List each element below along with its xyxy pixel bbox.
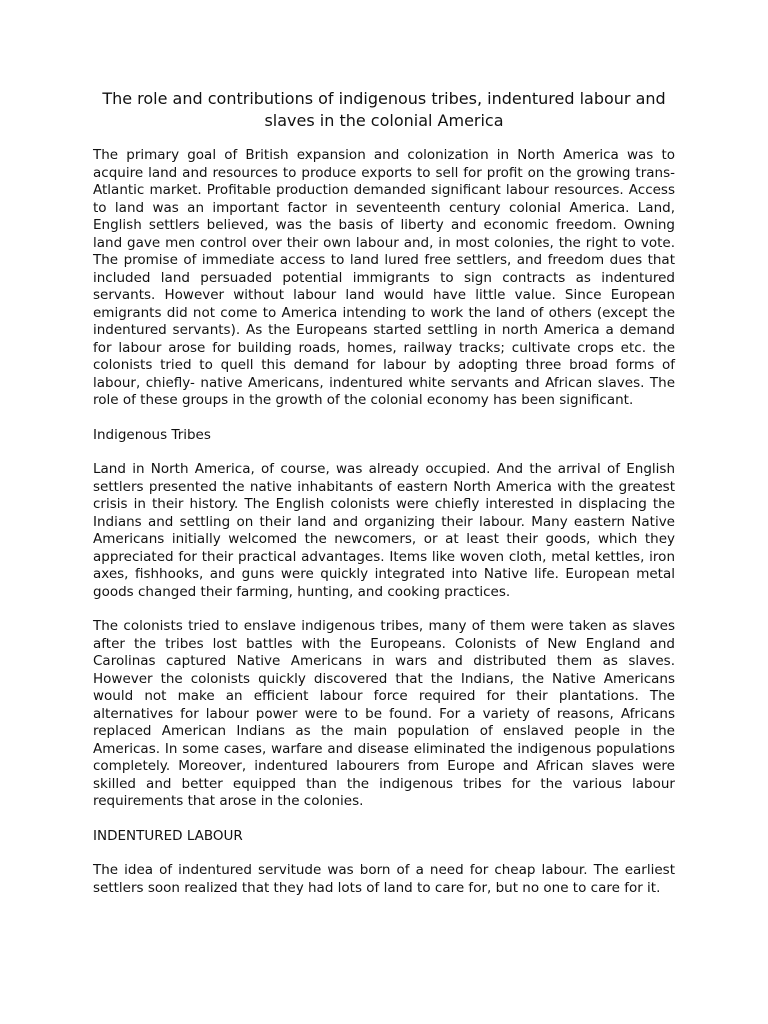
document-page xyxy=(93,88,675,914)
section-heading-indigenous-tribes: Indigenous Tribes xyxy=(93,426,211,443)
indigenous-paragraph-1: Land in North America, of course, was already occupied. And the arrival of English settlers presented the native inhabitants of eastern North America with the greatest crisis in their history. The English colonists were chiefly interested in displacing the Indians and settling on their land and organizing their labour. Many eastern Native Americans initially welcomed the newcomers, or at least their goods, which they appreciated for their practical advantages. Items like woven cloth, metal kettles, iron axes, fishhooks, and guns were quickly integrated into Native life. European metal goods changed their farming, hunting, and cooking practices. xyxy=(93,461,675,600)
document-title: The role and contributions of indigenous tribes, indentured labour and slaves in the colonial America xyxy=(102,89,666,130)
indigenous-paragraph-2: The colonists tried to enslave indigenous tribes, many of them were taken as slaves after the tribes lost battles with the Europeans. Colonists of New England and Carolinas captured Native Americans in wars and distributed them as slaves. However the colonists quickly discovered that the Indians, the Native Americans would not make an efficient labour force required for their plantations. The alternatives for labour power were to be found. For a variety of reasons, Africans replaced American Indians as the main population of enslaved people in the Americas. In some cases, warfare and disease eliminated the indigenous populations completely. Moreover, indentured labourers from Europe and African slaves were skilled and better equipped than the indigenous tribes for the various labour requirements that arose in the colonies. xyxy=(93,618,675,809)
indentured-paragraph-1: The idea of indentured servitude was born of a need for cheap labour. The earliest settlers soon realized that they had lots of land to care for, but no one to care for it. xyxy=(93,862,675,896)
intro-paragraph: The primary goal of British expansion and colonization in North America was to acquire land and resources to produce exports to sell for profit on the growing trans-Atlantic market. Profitable production demanded significant labour resources. Access to land was an important factor in seventeenth century colonial America. Land, English settlers believed, was the basis of liberty and economic freedom. Owning land gave men control over their own labour and, in most colonies, the right to vote. The promise of immediate access to land lured free settlers, and freedom dues that included land persuaded potential immigrants to sign contracts as indentured servants. However without labour land would have little value. Since European emigrants did not come to America intending to work the land of others (except the indentured servants). As the Europeans started settling in north America a demand for labour arose for building roads, homes, railway tracks; cultivate crops etc. the colonists tried to quell this demand for labour by adopting three broad forms of labour, chiefly- native Americans, indentured white servants and African slaves. The role of these groups in the growth of the colonial economy has been significant. xyxy=(93,147,675,408)
section-heading-indentured-labour: INDENTURED LABOUR xyxy=(93,827,243,844)
